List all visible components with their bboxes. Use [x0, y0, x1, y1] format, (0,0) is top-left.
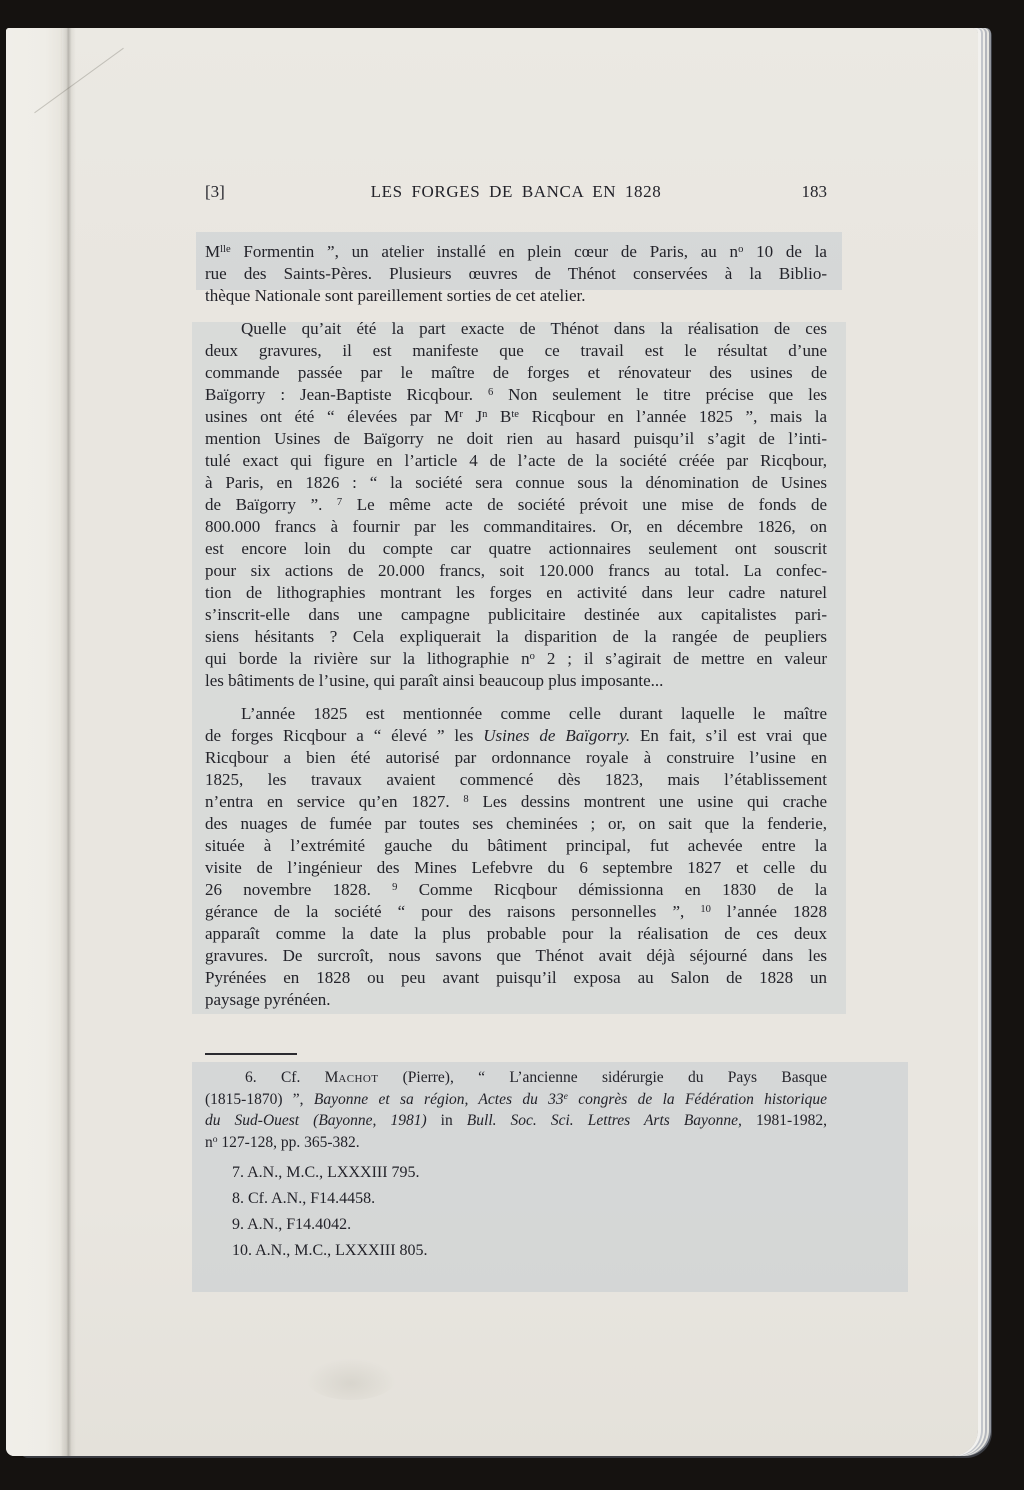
text-line: 6. Cf. Machot (Pierre), “ L’ancienne sidérurgie du Pays Basque	[245, 1069, 827, 1086]
footnote-6	[205, 1067, 827, 1153]
text-line: de forges Ricqbour a “ élevé ” les Usines de Baïgorry. En fait, s’il est vrai que	[205, 726, 827, 745]
text-line: pour six actions de 20.000 francs, soit 120.000 francs au total. La confec-	[205, 561, 827, 580]
text-line: de Baïgorry ”. $^7$ Le même acte de société prévoit une mise de fonds de	[205, 495, 827, 514]
text-line: usines ont été “ élevées par $M^r$ $J^n$ $B^{te}$ Ricqbour en l’année 1825 ”, mais la	[205, 407, 827, 426]
footnote-item: 9. A.N., F14.4042.	[232, 1216, 352, 1233]
paragraph	[205, 703, 827, 1011]
text-line: siens hésitants ? Cela expliquerait la disparition de la rangée de peupliers	[205, 627, 827, 646]
text-line: du Sud-Ouest (Bayonne, 1981) in Bull. Soc. Sci. Lettres Arts Bayonne, 1981-1982,	[205, 1112, 827, 1129]
text-line: Baïgorry : Jean-Baptiste Ricqbour. $^6$ Non seulement le titre précise que les	[205, 385, 827, 404]
text-line: mention Usines de Baïgorry ne doit rien au hasard puisqu’il s’agit de l’inti-	[205, 429, 827, 448]
text-line: (1815-1870) ”, Bayonne et sa région, Actes du 33e congrès de la Fédération historique	[205, 1090, 827, 1108]
text-line: apparaît comme la date la plus probable pour la réalisation de ces deux	[205, 924, 827, 943]
text-line: $M^{lle}$ Formentin ”, un atelier installé en plein cœur de Paris, au $n^o$ 10 de la	[205, 242, 827, 261]
text-line: n’entra en service qu’en 1827. $^8$ Les dessins montrent une usine qui crache	[205, 792, 827, 811]
text-line: Ricqbour a bien été autorisé par ordonnance royale à construire l’usine en	[205, 748, 827, 767]
text-line: des nuages de fumée par toutes ses cheminées ; or, on sait que la fenderie,	[205, 814, 827, 833]
running-header	[205, 182, 827, 204]
text-line: qui borde la rivière sur la lithographie $n^o$ 2 ; il s’agirait de mettre en valeur	[205, 649, 827, 668]
text-line: rue des Saints-Pères. Plusieurs œuvres de Thénot conservées à la Biblio-	[205, 264, 827, 283]
page-sheet	[6, 28, 978, 1456]
text-line: visite de l’ingénieur des Mines Lefebvre du 6 septembre 1827 et celle du	[205, 858, 827, 877]
paragraph	[205, 241, 827, 307]
text-line: est encore loin du compte car quatre actionnaires seulement ont souscrit	[205, 539, 827, 558]
footnote-separator-rule	[205, 1053, 297, 1055]
footnotes-short	[205, 1160, 827, 1264]
text-line: s’inscrit-elle dans une campagne publicitaire destinée aux capitalistes pari-	[205, 605, 827, 624]
page-number: 183	[801, 182, 827, 201]
text-line: 800.000 francs à fournir par les commanditaires. Or, en décembre 1826, on	[205, 517, 827, 536]
text-line: gravures. De surcroît, nous savons que Thénot avait déjà séjourné dans les	[205, 946, 827, 965]
footnote-item: 7. A.N., M.C., LXXXIII 795.	[232, 1164, 420, 1181]
text-line: $n^o$ 127-128, pp. 365-382.	[205, 1133, 360, 1151]
text-line: tulé exact qui figure en l’article 4 de l’acte de la société créée par Ricqbour,	[205, 451, 827, 470]
header-section-number: [3]	[205, 182, 225, 201]
text-line: les bâtiments de l’usine, qui paraît ainsi beaucoup plus imposante...	[205, 671, 664, 690]
text-line: tion de lithographies montrant les forges en activité dans leur cadre naturel	[205, 583, 827, 602]
text-line: thèque Nationale sont pareillement sorties de cet atelier.	[205, 286, 586, 305]
text-line: commande passée par le maître de forges et rénovateur des usines de	[205, 363, 827, 382]
paper-dent	[306, 1358, 396, 1400]
text-line: gérance de la société “ pour des raisons personnelles ”, $^{10}$ l’année 1828	[205, 902, 827, 921]
text-line: deux gravures, il est manifeste que ce travail est le résultat d’une	[205, 341, 827, 360]
paragraph	[205, 318, 827, 692]
running-title: LES FORGES DE BANCA EN 1828	[370, 182, 662, 201]
text-line: L’année 1825 est mentionnée comme celle durant laquelle le maître	[241, 704, 827, 723]
paragraph	[205, 1067, 827, 1153]
footnote-item: 10. A.N., M.C., LXXXIII 805.	[232, 1242, 428, 1259]
body-text	[205, 241, 827, 1011]
text-line: Quelle qu’ait été la part exacte de Thénot dans la réalisation de ces	[241, 319, 827, 338]
page-gutter-crease	[60, 28, 76, 1456]
text-line: paysage pyrénéen.	[205, 990, 331, 1009]
text-line: à Paris, en 1826 : “ la société sera connue sous la dénomination de Usines	[205, 473, 827, 492]
text-line: Pyrénées en 1828 ou peu avant puisqu’il exposa au Salon de 1828 un	[205, 968, 827, 987]
footnote-item: 8. Cf. A.N., F14.4458.	[232, 1190, 376, 1207]
text-line: 26 novembre 1828. $^9$ Comme Ricqbour démissionna en 1830 de la	[205, 880, 827, 899]
page-gutter-flap	[6, 28, 62, 1456]
text-line: située à l’extrémité gauche du bâtiment principal, fut achevée entre la	[205, 836, 827, 855]
text-line: 1825, les travaux avaient commencé dès 1823, mais l’établissement	[205, 770, 827, 789]
